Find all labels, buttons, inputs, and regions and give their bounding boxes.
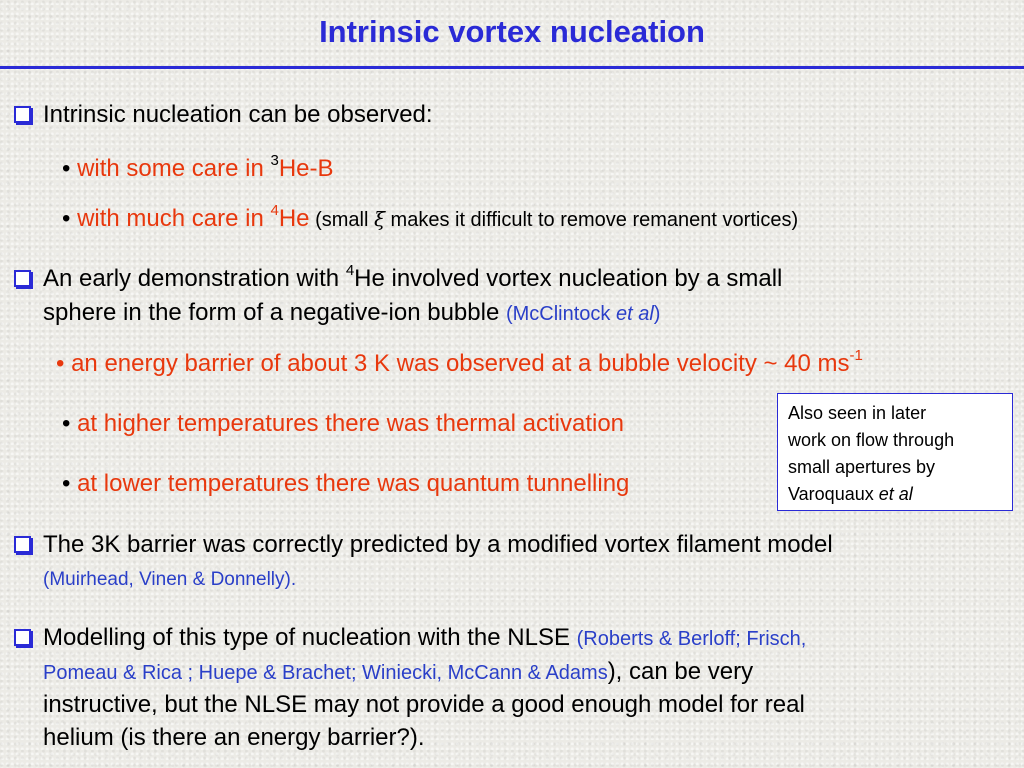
point-3-text: The 3K barrier was correctly predicted by a modified vortex filament model (43, 531, 833, 558)
citation: (Roberts & Berloff; Frisch, (576, 628, 807, 650)
bullet-text-end: He (278, 205, 310, 232)
callout-box (777, 393, 1013, 511)
checkbox-bullet-icon (14, 629, 31, 646)
point-2-bullet-1 (56, 349, 863, 379)
citation-italic: et al (615, 303, 654, 325)
point-4-line-1 (14, 623, 806, 654)
bullet-dot: • (62, 155, 71, 182)
note-text: (small (309, 209, 374, 231)
point-2-line-2-text: sphere in the form of a negative-ion bubble (43, 299, 506, 326)
superscript: 3 (270, 152, 279, 169)
bullet-dot: • (62, 410, 71, 437)
callout-line-1: Also seen in later (788, 403, 927, 423)
bullet-dot: • (62, 470, 71, 497)
citation-end: ) (653, 303, 661, 325)
point-2-text-end: He involved vortex nucleation by a small (354, 265, 783, 292)
point-4-line-2-text: ), can be very (607, 658, 754, 685)
callout-line-4 (788, 481, 1002, 508)
bullet-text: an energy barrier of about 3 K was observed at a bubble velocity ~ 40 ms (71, 350, 850, 377)
bullet-text: at lower temperatures there was quantum tunnelling (77, 470, 630, 497)
point-2-line-2 (43, 298, 660, 329)
point-1-bullet-1 (62, 154, 334, 184)
point-1-bullet-2 (62, 204, 798, 235)
title-divider (0, 66, 1024, 69)
bullet-text: at higher temperatures there was thermal activation (77, 410, 625, 437)
point-2-bullet-2 (62, 409, 624, 439)
point-1-text: Intrinsic nucleation can be observed: (43, 101, 433, 128)
bullet-text: with some care in (77, 155, 271, 182)
point-2-text: An early demonstration with (43, 265, 346, 292)
bullet-text-end: He-B (278, 155, 334, 182)
point-2-bullet-3 (62, 469, 629, 499)
point-4-line-4: helium (is there an energy barrier?). (43, 724, 425, 751)
xi-symbol: ξ (373, 207, 385, 231)
bullet-dot: • (62, 205, 71, 232)
bullet-dot: • (56, 350, 65, 377)
citation-continued: Pomeau & Rica ; Huepe & Brachet; Winiecki, McCann & Adams (43, 662, 608, 684)
checkbox-bullet-icon (14, 106, 31, 123)
checkbox-bullet-icon (14, 536, 31, 553)
citation: (McClintock (505, 303, 616, 325)
point-3 (14, 530, 833, 560)
superscript: -1 (849, 347, 863, 364)
callout-line-2: work on flow through (788, 430, 955, 450)
point-4-line-3: instructive, but the NLSE may not provide a good enough model for real (43, 691, 805, 718)
callout-line-4-italic: et al (878, 484, 913, 504)
callout-line-3: small apertures by (788, 457, 936, 477)
point-1 (14, 100, 433, 130)
point-4-line-2 (43, 657, 753, 688)
point-2-line-1 (14, 264, 782, 294)
superscript: 4 (270, 202, 279, 219)
slide-title: Intrinsic vortex nucleation (319, 14, 705, 49)
superscript: 4 (345, 262, 355, 279)
point-4-text: Modelling of this type of nucleation with the NLSE (43, 624, 577, 651)
note-text-end: makes it difficult to remove remanent vortices) (384, 209, 799, 231)
callout-line-4-text: Varoquaux (788, 484, 879, 504)
checkbox-bullet-icon (14, 270, 31, 287)
bullet-text: with much care in (77, 205, 271, 232)
point-3-citation: (Muirhead, Vinen & Donnelly). (43, 569, 297, 590)
